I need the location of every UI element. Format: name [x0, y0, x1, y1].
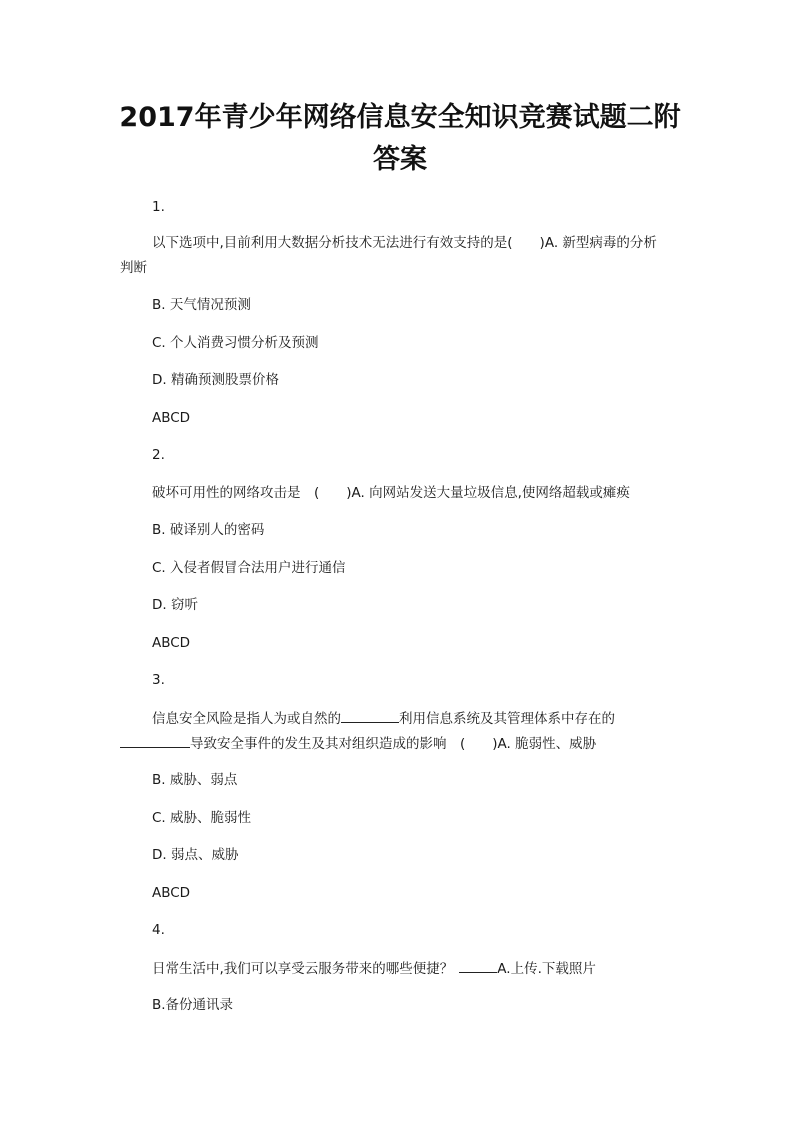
question-stem: 以下选项中,目前利用大数据分析技术无法进行有效支持的是( )A. 新型病毒的分析	[152, 235, 657, 251]
question-stem-continued: 判断	[120, 260, 147, 276]
option-c: C. 威胁、脆弱性	[152, 810, 252, 826]
answer: ABCD	[152, 635, 191, 651]
fill-blank	[120, 733, 190, 748]
question-stem	[152, 708, 615, 729]
stem-part: 日常生活中,我们可以享受云服务带来的哪些便捷？	[152, 961, 454, 977]
question-stem	[152, 958, 596, 979]
answer: ABCD	[152, 885, 191, 901]
option-b: B. 威胁、弱点	[152, 772, 238, 788]
question-number: 3.	[152, 672, 165, 688]
option-d: D. 弱点、威胁	[152, 847, 239, 863]
option-a: A.上传.下载照片	[497, 961, 596, 977]
question-number: 4.	[152, 922, 165, 938]
question-number: 2.	[152, 447, 165, 463]
question-stem-continued	[120, 733, 596, 754]
stem-part: 导致安全事件的发生及其对组织造成的影响 ( )A. 脆弱性、威胁	[190, 736, 597, 752]
option-c: C. 个人消费习惯分析及预测	[152, 335, 319, 351]
option-c: C. 入侵者假冒合法用户进行通信	[152, 560, 346, 576]
option-b: B. 破译别人的密码	[152, 522, 265, 538]
option-d: D. 窃听	[152, 597, 198, 613]
option-d: D. 精确预测股票价格	[152, 372, 279, 388]
question-number: 1.	[152, 199, 165, 215]
stem-part: 利用信息系统及其管理体系中存在的	[399, 711, 615, 727]
answer: ABCD	[152, 410, 191, 426]
fill-blank	[341, 708, 399, 723]
option-b: B. 天气情况预测	[152, 297, 251, 313]
document-title-line1: 2017年青少年网络信息安全知识竞赛试题二附	[119, 102, 681, 133]
option-b: B.备份通讯录	[152, 997, 234, 1013]
document-title-line2: 答案	[373, 144, 427, 175]
stem-part: 信息安全风险是指人为或自然的	[152, 711, 341, 727]
fill-blank	[459, 958, 497, 973]
question-stem: 破坏可用性的网络攻击是 ( )A. 向网站发送大量垃圾信息,使网络超载或瘫痪	[152, 485, 630, 501]
